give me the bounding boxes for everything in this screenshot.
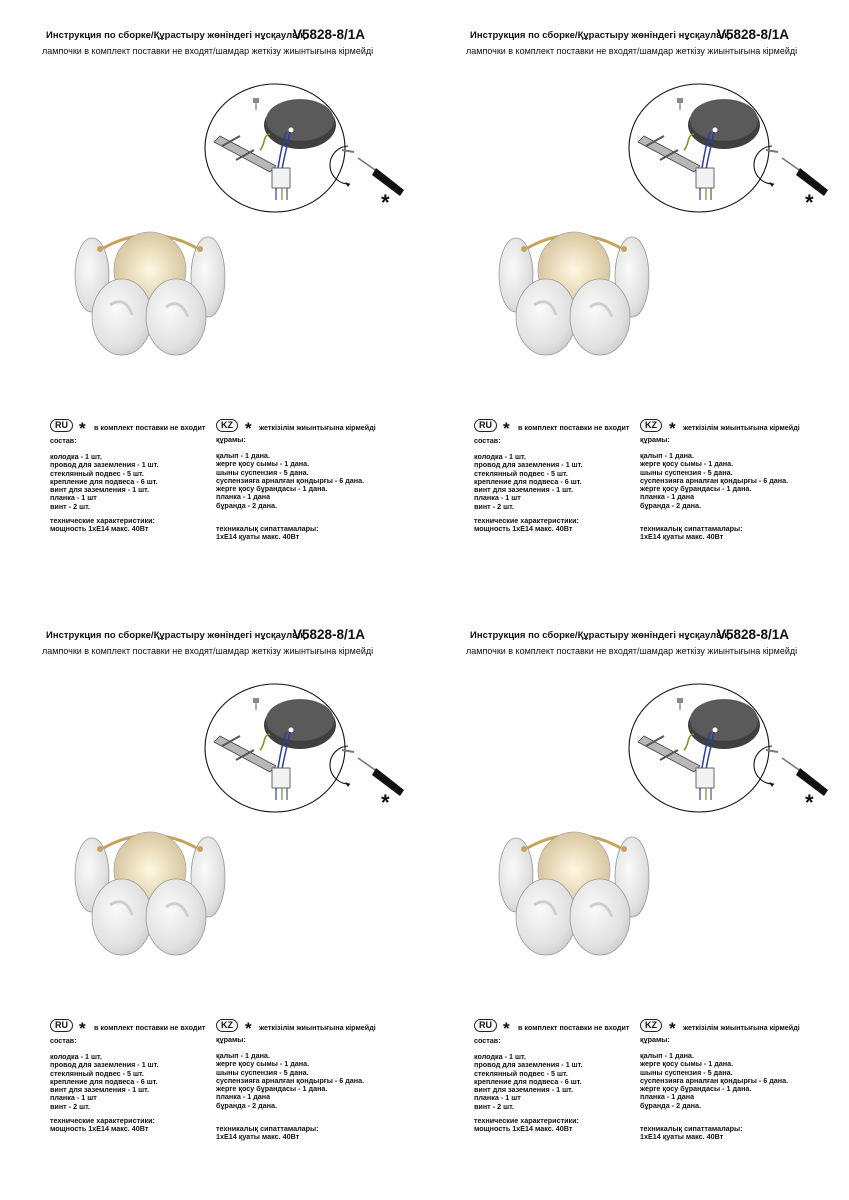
instruction-sheet-bottom-right: [424, 600, 848, 1200]
instruction-sheet-top-right: [424, 0, 848, 600]
list-item: қалып - 1 дана.: [216, 451, 270, 460]
list-item: винт - 2 шт.: [50, 501, 90, 511]
model-number: V5828-8/1A: [717, 27, 790, 42]
list-item: қалып - 1 дана.: [216, 1051, 270, 1060]
list-item: стеклянный подвес - 5 шт.: [50, 1068, 144, 1078]
kz-star: *: [669, 419, 676, 438]
kz-specs-value: 1хЕ14 қуаты макс. 40Вт: [216, 532, 300, 541]
kz-specs-value: 1хЕ14 қуаты макс. 40Вт: [216, 1132, 300, 1141]
ru-specs-label: технические характеристики:: [474, 1116, 579, 1125]
kz-badge: KZ: [216, 419, 238, 432]
ru-specs-value: мощность 1хЕ14 макс. 40Вт: [50, 1124, 149, 1133]
list-item: жерге қосу сымы - 1 дана.: [640, 1059, 734, 1069]
list-item: крепление для подвеса - 6 шт.: [474, 476, 582, 486]
kz-specs-value: 1хЕ14 қуаты макс. 40Вт: [640, 1132, 724, 1141]
instruction-sheet-top-left: [0, 0, 424, 600]
ru-not-included-note: в комплект поставки не входит: [518, 1023, 630, 1032]
ru-badge: RU: [50, 419, 73, 432]
list-item: жерге қосу бұрандасы - 1 дана.: [216, 484, 328, 494]
list-item: шыны суспензия - 5 дана.: [640, 1067, 733, 1077]
list-item: шыны суспензия - 5 дана.: [216, 1067, 309, 1077]
list-item: винт - 2 шт.: [50, 1101, 90, 1111]
list-item: планка - 1 дана: [640, 1092, 695, 1102]
mounting-diagram: [624, 680, 834, 815]
list-item: жерге қосу сымы - 1 дана.: [216, 1059, 310, 1069]
list-item: жерге қосу бұрандасы - 1 дана.: [640, 484, 752, 494]
ru-composition-label: состав:: [474, 1036, 501, 1045]
lamp-illustration: [494, 825, 654, 960]
not-included-star: *: [805, 790, 814, 815]
kz-not-included-note: жеткізілім жиынтығына кірмейді: [259, 1023, 376, 1032]
kz-composition-label: құрамы:: [640, 435, 670, 444]
bulbs-not-included-note: лампочки в комплект поставки не входят/шамдар жеткізу жиынтығына кірмейді: [466, 46, 798, 56]
model-number: V5828-8/1A: [717, 627, 790, 642]
list-item: провод для заземления - 1 шт.: [50, 1060, 159, 1070]
lamp-illustration: [70, 225, 230, 360]
kz-badge: KZ: [640, 419, 662, 432]
list-item: планка - 1 шт: [474, 1093, 521, 1103]
list-item: суспензияға арналған қондырғы - 6 дана.: [216, 475, 365, 485]
kz-specs-value: 1хЕ14 қуаты макс. 40Вт: [640, 532, 724, 541]
list-item: бұранда - 2 дана.: [216, 1100, 278, 1110]
list-item: планка - 1 шт: [50, 493, 97, 503]
ru-specs-value: мощность 1хЕ14 макс. 40Вт: [50, 524, 149, 533]
kz-star: *: [245, 1019, 252, 1038]
list-item: планка - 1 дана: [216, 492, 271, 502]
model-number: V5828-8/1A: [293, 627, 366, 642]
list-item: провод для заземления - 1 шт.: [50, 460, 159, 470]
list-item: колодка - 1 шт.: [50, 1052, 102, 1061]
mounting-diagram: [624, 80, 834, 215]
instruction-title: Инструкция по сборке/Құрастыру жөніндегі нұсқаулық: [470, 630, 729, 641]
kz-not-included-note: жеткізілім жиынтығына кірмейді: [683, 423, 800, 432]
list-item: провод для заземления - 1 шт.: [474, 1060, 583, 1070]
ru-specs-label: технические характеристики:: [50, 516, 155, 525]
list-item: жерге қосу сымы - 1 дана.: [216, 459, 310, 469]
list-item: жерге қосу бұрандасы - 1 дана.: [216, 1084, 328, 1094]
lamp-illustration: [494, 225, 654, 360]
list-item: қалып - 1 дана.: [640, 451, 694, 460]
not-included-star: *: [805, 190, 814, 215]
list-item: планка - 1 дана: [216, 1092, 271, 1102]
list-item: жерге қосу сымы - 1 дана.: [640, 459, 734, 469]
list-item: планка - 1 шт: [474, 493, 521, 503]
list-item: стеклянный подвес - 5 шт.: [474, 1068, 568, 1078]
ru-specs-value: мощность 1хЕ14 макс. 40Вт: [474, 1124, 573, 1133]
kz-badge: KZ: [640, 1019, 662, 1032]
kz-not-included-note: жеткізілім жиынтығына кірмейді: [259, 423, 376, 432]
list-item: стеклянный подвес - 5 шт.: [474, 468, 568, 478]
kz-parts-list: [640, 1052, 788, 1110]
list-item: колодка - 1 шт.: [474, 452, 526, 461]
list-item: провод для заземления - 1 шт.: [474, 460, 583, 470]
kz-parts-list: [640, 452, 788, 510]
instruction-title: Инструкция по сборке/Құрастыру жөніндегі нұсқаулық: [46, 630, 305, 641]
list-item: винт для заземления - 1 шт.: [474, 485, 573, 495]
list-item: колодка - 1 шт.: [50, 452, 102, 461]
kz-composition-label: құрамы:: [216, 435, 246, 444]
ru-parts-list: [474, 1053, 583, 1111]
ru-not-included-note: в комплект поставки не входит: [94, 1023, 206, 1032]
not-included-star: *: [381, 790, 390, 815]
list-item: планка - 1 шт: [50, 1093, 97, 1103]
ru-composition-label: состав:: [50, 1036, 77, 1045]
list-item: шыны суспензия - 5 дана.: [640, 467, 733, 477]
kz-parts-list: [216, 452, 364, 510]
instruction-title: Инструкция по сборке/Құрастыру жөніндегі нұсқаулық: [46, 30, 305, 41]
model-number: V5828-8/1A: [293, 27, 366, 42]
ru-composition-label: состав:: [50, 436, 77, 445]
instruction-sheet-bottom-left: [0, 600, 424, 1200]
list-item: винт для заземления - 1 шт.: [474, 1085, 573, 1095]
ru-star: *: [79, 1019, 86, 1038]
list-item: винт - 2 шт.: [474, 501, 514, 511]
list-item: крепление для подвеса - 6 шт.: [50, 476, 158, 486]
bulbs-not-included-note: лампочки в комплект поставки не входят/шамдар жеткізу жиынтығына кірмейді: [466, 646, 798, 656]
list-item: винт - 2 шт.: [474, 1101, 514, 1111]
list-item: суспензияға арналған қондырғы - 6 дана.: [640, 1075, 789, 1085]
list-item: винт для заземления - 1 шт.: [50, 1085, 149, 1095]
kz-star: *: [669, 1019, 676, 1038]
kz-specs-label: техникалық сипаттамалары:: [216, 1124, 319, 1133]
ru-not-included-note: в комплект поставки не входит: [94, 423, 206, 432]
ru-parts-list: [50, 453, 159, 511]
mounting-diagram: [200, 680, 410, 815]
kz-specs-label: техникалық сипаттамалары:: [640, 524, 743, 533]
ru-composition-label: состав:: [474, 436, 501, 445]
ru-specs-label: технические характеристики:: [474, 516, 579, 525]
list-item: стеклянный подвес - 5 шт.: [50, 468, 144, 478]
list-item: крепление для подвеса - 6 шт.: [474, 1076, 582, 1086]
ru-parts-list: [50, 1053, 159, 1111]
ru-badge: RU: [474, 419, 497, 432]
kz-composition-label: құрамы:: [216, 1035, 246, 1044]
list-item: бұранда - 2 дана.: [640, 500, 702, 510]
ru-star: *: [79, 419, 86, 438]
ru-specs-label: технические характеристики:: [50, 1116, 155, 1125]
instruction-title: Инструкция по сборке/Құрастыру жөніндегі нұсқаулық: [470, 30, 729, 41]
list-item: шыны суспензия - 5 дана.: [216, 467, 309, 477]
ru-specs-value: мощность 1хЕ14 макс. 40Вт: [474, 524, 573, 533]
ru-parts-list: [474, 453, 583, 511]
kz-parts-list: [216, 1052, 364, 1110]
kz-badge: KZ: [216, 1019, 238, 1032]
ru-not-included-note: в комплект поставки не входит: [518, 423, 630, 432]
mounting-diagram: [200, 80, 410, 215]
ru-badge: RU: [474, 1019, 497, 1032]
kz-composition-label: құрамы:: [640, 1035, 670, 1044]
list-item: колодка - 1 шт.: [474, 1052, 526, 1061]
ru-star: *: [503, 1019, 510, 1038]
ru-badge: RU: [50, 1019, 73, 1032]
kz-specs-label: техникалық сипаттамалары:: [640, 1124, 743, 1133]
kz-star: *: [245, 419, 252, 438]
list-item: бұранда - 2 дана.: [640, 1100, 702, 1110]
list-item: суспензияға арналған қондырғы - 6 дана.: [640, 475, 789, 485]
kz-not-included-note: жеткізілім жиынтығына кірмейді: [683, 1023, 800, 1032]
list-item: жерге қосу бұрандасы - 1 дана.: [640, 1084, 752, 1094]
list-item: бұранда - 2 дана.: [216, 500, 278, 510]
not-included-star: *: [381, 190, 390, 215]
list-item: қалып - 1 дана.: [640, 1051, 694, 1060]
bulbs-not-included-note: лампочки в комплект поставки не входят/шамдар жеткізу жиынтығына кірмейді: [42, 646, 374, 656]
bulbs-not-included-note: лампочки в комплект поставки не входят/шамдар жеткізу жиынтығына кірмейді: [42, 46, 374, 56]
kz-specs-label: техникалық сипаттамалары:: [216, 524, 319, 533]
list-item: крепление для подвеса - 6 шт.: [50, 1076, 158, 1086]
list-item: суспензияға арналған қондырғы - 6 дана.: [216, 1075, 365, 1085]
list-item: винт для заземления - 1 шт.: [50, 485, 149, 495]
lamp-illustration: [70, 825, 230, 960]
ru-star: *: [503, 419, 510, 438]
list-item: планка - 1 дана: [640, 492, 695, 502]
